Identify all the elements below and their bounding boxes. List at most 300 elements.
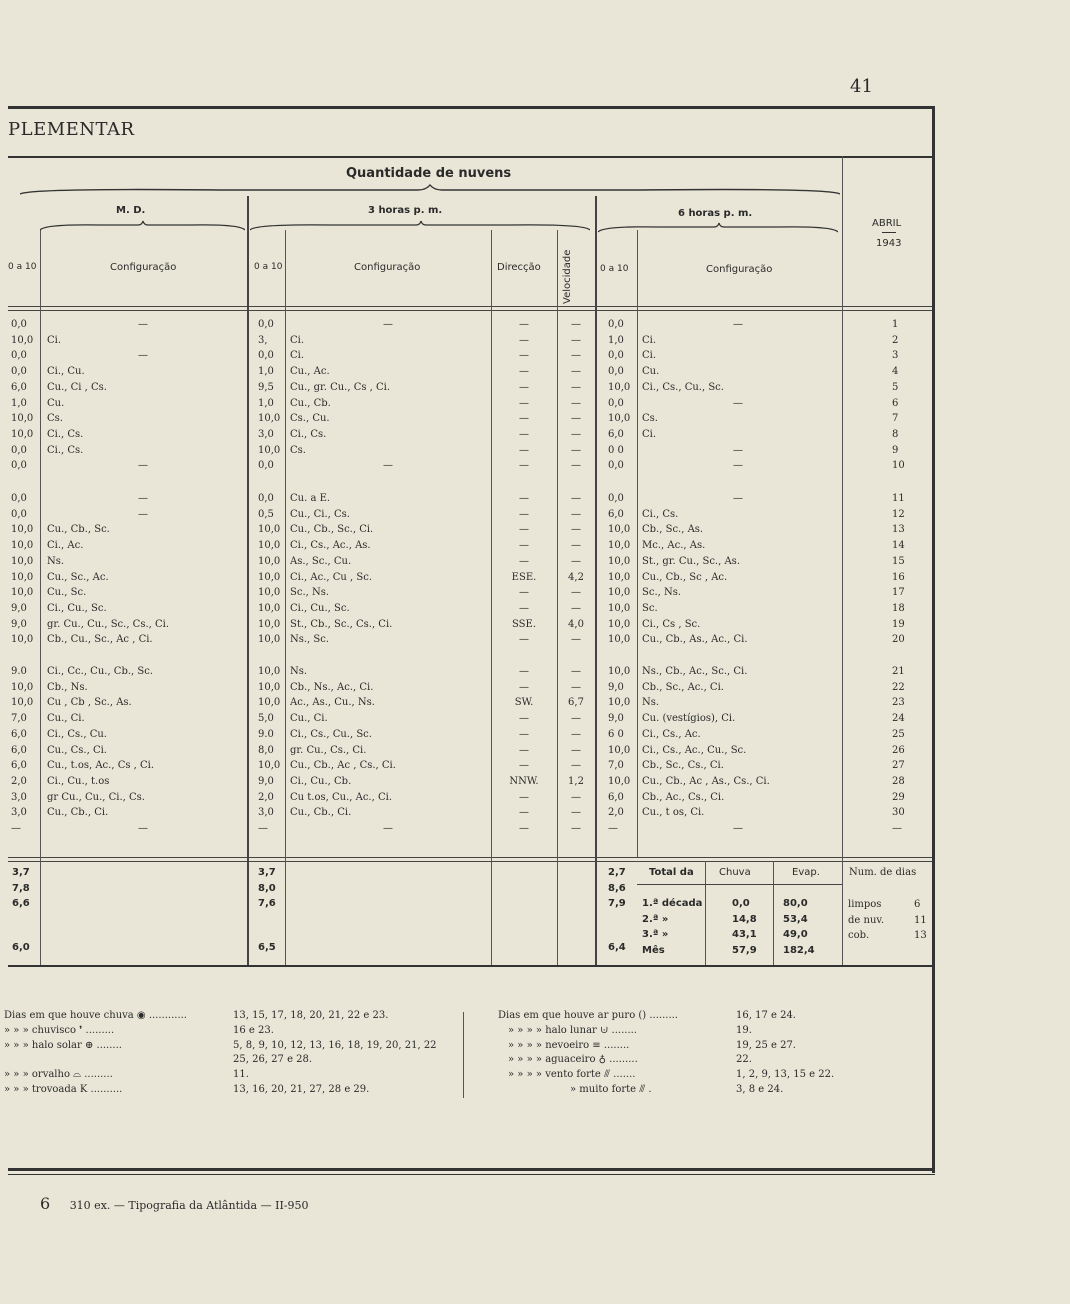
h3-quantity-cell: 10,0 <box>258 555 281 567</box>
h6-quantity-cell: 0,0 <box>608 350 624 362</box>
h6-config-cell: Ci., Cs., Ac. <box>642 728 701 740</box>
h3-quantity-cell: 0,0 <box>258 493 274 504</box>
year-header: 1943 <box>876 238 902 249</box>
md-config-cell: — <box>138 319 148 330</box>
day-number-cell: 18 <box>892 602 905 614</box>
h6-config-cell: — <box>733 397 743 409</box>
h3-quantity-cell: 10,0 <box>258 587 281 599</box>
velocity-cell: — <box>571 760 581 772</box>
col-rule <box>595 196 597 965</box>
direction-cell: ESE. <box>511 571 537 583</box>
day-number-cell: 6 <box>892 397 899 409</box>
h6-quantity-cell: 0,0 <box>608 493 624 504</box>
direction-cell: SSE. <box>511 618 537 630</box>
direction-cell: — <box>519 681 529 693</box>
velocity-cell: — <box>571 334 581 346</box>
md-summary-value: 6,0 <box>12 942 30 953</box>
velocity-cell: — <box>571 524 581 536</box>
brace-h3 <box>250 220 590 230</box>
day-number-cell: 7 <box>892 413 899 425</box>
h6-config-cell: Cb., Sc., Cs., Ci. <box>642 760 724 772</box>
h6-quantity-cell: 10,0 <box>608 744 631 756</box>
md-config-header: Configuração <box>110 262 177 273</box>
frame-bottom-rule-thin <box>8 1174 935 1175</box>
note-left-days: 13, 15, 17, 18, 20, 21, 22 e 23. <box>233 1010 389 1021</box>
h6-config-cell: Ci., Cs., Ac., Cu., Sc. <box>642 744 747 756</box>
h3-config-cell: Cs. <box>290 444 306 456</box>
day-number-cell: 9 <box>892 444 899 456</box>
col-rule <box>40 230 41 965</box>
evap-header: Evap. <box>792 867 820 878</box>
velocity-cell: — <box>571 713 581 725</box>
h3-summary-value: 8,0 <box>258 883 276 894</box>
md-config-cell: — <box>138 350 148 362</box>
h6-quantity-cell: 10,0 <box>608 571 631 583</box>
md-config-cell: Cu., Ci , Cs. <box>47 381 107 393</box>
h6-config-cell: Cu. (vestígios), Ci. <box>642 713 736 725</box>
direction-cell: — <box>519 555 529 567</box>
h3-config-cell: Ci., Cs. <box>290 428 327 440</box>
velocity-cell: — <box>571 728 581 740</box>
day-number-cell: 3 <box>892 350 899 362</box>
h6-quantity-cell: 10,0 <box>608 413 631 425</box>
day-number-cell: 14 <box>892 540 905 552</box>
md-quantity-cell: 9.0 <box>11 666 27 677</box>
totals-header-label: Total da <box>649 867 694 878</box>
md-quantity-cell: 0,0 <box>11 493 27 504</box>
summary-bottom-rule <box>8 965 932 967</box>
velocity-cell: — <box>571 634 581 646</box>
h6-config-cell: Sc., Ns. <box>642 587 682 599</box>
h6-quantity-cell: 10,0 <box>608 618 631 630</box>
note-right-days: 16, 17 e 24. <box>736 1010 796 1021</box>
days-count-label: de nuv. <box>848 915 885 926</box>
md-quantity-cell: 7,0 <box>11 713 27 725</box>
note-left-label: » » » chuvisco ❜ ......... <box>4 1025 115 1036</box>
notes-divider <box>463 1012 464 1098</box>
md-config-cell: Cu., Cs., Ci. <box>47 744 107 756</box>
h3-scale-header: 0 a 10 <box>254 262 283 272</box>
md-config-cell: Ci., Cu. <box>47 366 85 378</box>
h6-quantity-cell: 0,0 <box>608 319 624 330</box>
direction-cell: — <box>519 587 529 599</box>
day-number-cell: 8 <box>892 428 899 440</box>
h3-config-cell: Ci. <box>290 334 305 346</box>
h3-quantity-cell: 5,0 <box>258 713 274 725</box>
day-number-cell: 30 <box>892 807 905 819</box>
h6-config-cell: Ci., Cs , Sc. <box>642 618 701 630</box>
h3-quantity-cell: 10,0 <box>258 760 281 772</box>
direction-cell: — <box>519 460 529 472</box>
md-quantity-cell: 0,0 <box>11 319 27 330</box>
note-left-label: Dias em que houve chuva ◉ ............ <box>4 1010 187 1021</box>
h3-config-cell: Cu., gr. Cu., Cs , Ci. <box>290 381 391 393</box>
md-config-cell: Cu., Sc., Ac. <box>47 571 109 583</box>
note-right-label: » » » » nevoeiro ≡ ........ <box>508 1040 630 1051</box>
day-number-cell: 22 <box>892 681 905 693</box>
direction-cell: SW. <box>514 697 534 709</box>
direction-cell: — <box>519 760 529 772</box>
days-count-label: cob. <box>848 930 870 941</box>
direction-cell: — <box>519 350 529 362</box>
velocity-cell: — <box>571 555 581 567</box>
day-number-cell: 25 <box>892 728 905 740</box>
md-summary-value: 3,7 <box>12 867 30 878</box>
footer-text: 310 ex. — Tipografia da Atlântida — II-950 <box>69 1199 309 1212</box>
h6-quantity-cell: 10,0 <box>608 602 631 614</box>
direction-cell: — <box>519 791 529 803</box>
day-number-cell: 1 <box>892 319 899 330</box>
h6-quantity-cell: 10,0 <box>608 540 631 552</box>
md-config-cell: Cu., t.os, Ac., Cs , Ci. <box>47 760 155 772</box>
md-quantity-cell: 10,0 <box>11 555 34 567</box>
velocity-cell: — <box>571 681 581 693</box>
h3-config-cell: Ci., Cu., Sc. <box>290 602 350 614</box>
note-left-days: 25, 26, 27 e 28. <box>233 1054 313 1065</box>
h3-config-cell: Ac., As., Cu., Ns. <box>290 697 375 709</box>
h3-quantity-cell: 0,0 <box>258 460 274 472</box>
evap-total-value: 53,4 <box>783 914 808 925</box>
md-config-cell: — <box>138 508 148 520</box>
direction-cell: — <box>519 602 529 614</box>
direction-cell: — <box>519 728 529 740</box>
h6-quantity-cell: 10,0 <box>608 524 631 536</box>
h6-quantity-cell: 10,0 <box>608 775 631 787</box>
h3-config-cell: St., Cb., Sc., Cs., Ci. <box>290 618 393 630</box>
h6-quantity-cell: — <box>608 823 618 834</box>
day-number-cell: 29 <box>892 791 905 803</box>
h3-config-cell: Cu., Cb., Ci. <box>290 807 352 819</box>
h3-quantity-cell: 0,5 <box>258 508 274 520</box>
md-quantity-cell: 10,0 <box>11 524 34 536</box>
h6-config-cell: Ns., Cb., Ac., Sc., Ci. <box>642 666 748 677</box>
md-quantity-cell: 6,0 <box>11 728 27 740</box>
md-config-cell: Ci., Cu., Sc. <box>47 602 107 614</box>
velocity-cell: — <box>571 381 581 393</box>
h3-quantity-cell: 10,0 <box>258 634 281 646</box>
h6-quantity-cell: 10,0 <box>608 587 631 599</box>
rain-header: Chuva <box>719 867 751 878</box>
md-quantity-cell: 2,0 <box>11 775 27 787</box>
note-left-days: 13, 16, 20, 21, 27, 28 e 29. <box>233 1084 370 1095</box>
h6-config-cell: St., gr. Cu., Sc., As. <box>642 555 740 567</box>
month-header: ABRIL <box>872 218 902 229</box>
h6-config-cell: Cb., Sc., Ac., Ci. <box>642 681 724 693</box>
day-number-cell: 15 <box>892 555 905 567</box>
md-quantity-cell: 9,0 <box>11 602 27 614</box>
direction-cell: — <box>519 319 529 330</box>
h6-quantity-cell: 10,0 <box>608 555 631 567</box>
direction-cell: — <box>519 666 529 677</box>
h3-quantity-cell: 10,0 <box>258 666 281 677</box>
h6-config-cell: Cb., Sc., As. <box>642 524 704 536</box>
h3-quantity-cell: 10,0 <box>258 681 281 693</box>
brace-h6 <box>598 222 838 232</box>
h3-quantity-cell: 10,0 <box>258 444 281 456</box>
h3-config-cell: Cu., Cb., Ac , Cs., Ci. <box>290 760 396 772</box>
velocity-cell: 4,2 <box>568 571 584 583</box>
h3-quantity-cell: 1,0 <box>258 366 274 378</box>
direction-cell: — <box>519 366 529 378</box>
note-left-days: 5, 8, 9, 10, 12, 13, 16, 18, 19, 20, 21, 22 <box>233 1040 437 1051</box>
h3-config-cell: Ci., Ac., Cu , Sc. <box>290 571 373 583</box>
summary-top-rule <box>8 857 932 858</box>
md-config-cell: Cb., Ns. <box>47 681 88 693</box>
h3-config-cell: Sc., Ns. <box>290 587 330 599</box>
md-quantity-cell: 10,0 <box>11 540 34 552</box>
col-rule <box>557 230 558 965</box>
h6-quantity-cell: 9,0 <box>608 713 624 725</box>
day-number-cell: 12 <box>892 508 905 520</box>
h3-config-cell: gr. Cu., Cs., Ci. <box>290 744 367 756</box>
h6-quantity-cell: 6,0 <box>608 428 624 440</box>
h3-quantity-cell: 2,0 <box>258 791 274 803</box>
totals-row-label: 1.ª década <box>642 898 703 909</box>
md-quantity-cell: 0,0 <box>11 366 27 378</box>
h3-summary-value: 6,5 <box>258 942 276 953</box>
md-config-cell: Cu. <box>47 397 65 409</box>
md-quantity-cell: 10,0 <box>11 413 34 425</box>
h3-config-cell: Ns., Sc. <box>290 634 330 646</box>
md-config-cell: gr Cu., Cu., Ci., Cs. <box>47 791 145 803</box>
velocity-cell: — <box>571 428 581 440</box>
day-number-cell: 26 <box>892 744 905 756</box>
h3-config-cell: Cu., Ci. <box>290 713 328 725</box>
md-config-cell: Cb., Cu., Sc., Ac , Ci. <box>47 634 153 646</box>
direction-cell: — <box>519 744 529 756</box>
note-right-days: 1, 2, 9, 13, 15 e 22. <box>736 1069 835 1080</box>
day-number-cell: 5 <box>892 381 899 393</box>
h6-config-cell: Mc., Ac., As. <box>642 540 706 552</box>
note-right-days: 19, 25 e 27. <box>736 1040 796 1051</box>
md-quantity-cell: 0,0 <box>11 350 27 362</box>
h3-summary-value: 7,6 <box>258 898 276 909</box>
h3-config-header: Configuração <box>354 262 421 273</box>
md-quantity-cell: 0,0 <box>11 444 27 456</box>
h3-config-cell: Cb., Ns., Ac., Ci. <box>290 681 374 693</box>
section-title: PLEMENTAR <box>8 119 135 140</box>
h6-config-cell: Ci. <box>642 334 657 346</box>
h3-config-cell: Cu., Ac. <box>290 366 330 378</box>
h3-config-cell: — <box>383 319 393 330</box>
note-right-label: » » » » vento forte ⫻ ....... <box>508 1069 636 1080</box>
h3-config-cell: Ci., Cu., Cb. <box>290 775 352 787</box>
md-config-cell: Ci., Cs. <box>47 428 84 440</box>
md-quantity-cell: 6,0 <box>11 760 27 772</box>
day-number-cell: 10 <box>892 460 905 472</box>
totals-row-label: 3.ª » <box>642 929 669 940</box>
h3-config-cell: Ci., Cs., Cu., Sc. <box>290 728 372 740</box>
h3-quantity-cell: 0,0 <box>258 350 274 362</box>
velocity-cell: — <box>571 413 581 425</box>
h6-header: 6 horas p. m. <box>678 208 753 219</box>
note-left-days: 11. <box>233 1069 249 1080</box>
velocity-cell: — <box>571 350 581 362</box>
h3-config-cell: Cu., Ci., Cs. <box>290 508 350 520</box>
note-left-label: » » » trovoada K .......... <box>4 1084 123 1095</box>
direction-cell: — <box>519 381 529 393</box>
totals-row-label: Mês <box>642 945 665 956</box>
h3-config-cell: Cu. a E. <box>290 493 331 504</box>
note-left-label: » » » halo solar ⊕ ........ <box>4 1040 122 1051</box>
direction-cell: — <box>519 493 529 504</box>
col-rule <box>705 861 706 965</box>
h6-quantity-cell: 10,0 <box>608 381 631 393</box>
h6-config-cell: Cu., Cb., Ac , As., Cs., Ci. <box>642 775 770 787</box>
h3-config-cell: — <box>383 460 393 472</box>
h6-quantity-cell: 1,0 <box>608 334 624 346</box>
h6-quantity-cell: 6,0 <box>608 791 624 803</box>
h6-quantity-cell: 6,0 <box>608 508 624 520</box>
rain-total-value: 43,1 <box>732 929 757 940</box>
h6-scale-header: 0 a 10 <box>600 264 629 274</box>
velocity-cell: — <box>571 460 581 472</box>
md-config-cell: Cu , Cb , Sc., As. <box>47 697 132 709</box>
h6-quantity-cell: 6 0 <box>608 728 624 740</box>
direction-cell: — <box>519 634 529 646</box>
h3-quantity-cell: 3,0 <box>258 807 274 819</box>
md-quantity-cell: 3,0 <box>11 807 27 819</box>
direction-cell: — <box>519 540 529 552</box>
md-config-cell: — <box>138 493 148 504</box>
note-right-label: » muito forte ⫻ . <box>570 1084 652 1095</box>
h3-config-cell: Cu., Cb. <box>290 397 331 409</box>
footer-page-number: 6 <box>40 1194 51 1213</box>
col-rule <box>247 196 249 965</box>
md-config-cell: — <box>138 460 148 472</box>
col-rule <box>773 861 774 965</box>
md-header: M. D. <box>116 205 146 216</box>
direction-cell: — <box>519 444 529 456</box>
h6-quantity-cell: 10,0 <box>608 634 631 646</box>
day-number-cell: 23 <box>892 697 905 709</box>
velocity-cell: — <box>571 540 581 552</box>
velocity-cell: — <box>571 744 581 756</box>
md-summary-value: 7,8 <box>12 883 30 894</box>
days-count-value: 13 <box>914 930 927 941</box>
velocity-cell: — <box>571 807 581 819</box>
evap-total-value: 49,0 <box>783 929 808 940</box>
direction-cell: — <box>519 508 529 520</box>
h6-quantity-cell: 0 0 <box>608 444 624 456</box>
h6-config-cell: Cu., t os, Ci. <box>642 807 705 819</box>
direction-cell: — <box>519 413 529 425</box>
rain-total-value: 57,9 <box>732 945 757 956</box>
h6-quantity-cell: 0,0 <box>608 460 624 472</box>
h6-quantity-cell: 0,0 <box>608 397 624 409</box>
md-config-cell: Ci., Cs. <box>47 444 84 456</box>
h3-config-cell: As., Sc., Cu. <box>290 555 352 567</box>
md-quantity-cell: 10,0 <box>11 334 34 346</box>
col-rule <box>637 230 638 857</box>
h3-quantity-cell: 10,0 <box>258 618 281 630</box>
velocity-cell: — <box>571 666 581 677</box>
header-bottom-rule-2 <box>8 310 932 311</box>
h3-quantity-cell: 9.0 <box>258 728 274 740</box>
evap-total-value: 182,4 <box>783 945 815 956</box>
md-config-cell: Cu., Cb., Sc. <box>47 524 110 536</box>
h3-quantity-cell: 10,0 <box>258 602 281 614</box>
h6-config-cell: Cu., Cb., As., Ac., Ci. <box>642 634 748 646</box>
rain-total-value: 14,8 <box>732 914 757 925</box>
md-config-cell: Ci., Cu., t.os <box>47 775 110 787</box>
md-config-cell: Cu., Ci. <box>47 713 85 725</box>
h6-quantity-cell: 7,0 <box>608 760 624 772</box>
h6-config-cell: — <box>733 319 743 330</box>
col-rule <box>285 230 286 965</box>
h6-quantity-cell: 0,0 <box>608 366 624 378</box>
velocity-cell: — <box>571 587 581 599</box>
page-number: 41 <box>850 76 873 97</box>
day-number-cell: 17 <box>892 587 905 599</box>
velocity-cell: — <box>571 397 581 409</box>
day-number-cell: 20 <box>892 634 905 646</box>
md-quantity-cell: 10,0 <box>11 428 34 440</box>
velocity-cell: — <box>571 508 581 520</box>
h6-config-cell: Sc. <box>642 602 658 614</box>
summary-top-rule-2 <box>8 861 932 862</box>
velocity-cell: 4,0 <box>568 618 584 630</box>
md-config-cell: Cs. <box>47 413 63 425</box>
h3-summary-value: 3,7 <box>258 867 276 878</box>
h3-quantity-cell: 10,0 <box>258 540 281 552</box>
h6-config-cell: — <box>733 823 743 834</box>
day-number-cell: 24 <box>892 713 905 725</box>
h6-config-cell: Cu., Cb., Sc , Ac. <box>642 571 728 583</box>
md-config-cell: Ci., Ac. <box>47 540 84 552</box>
h3-quantity-cell: 3,0 <box>258 428 274 440</box>
note-left-days: 16 e 23. <box>233 1025 274 1036</box>
velocity-cell: — <box>571 823 581 834</box>
day-number-cell: 19 <box>892 618 905 630</box>
md-quantity-cell: 10,0 <box>11 697 34 709</box>
h6-summary-value: 7,9 <box>608 898 626 909</box>
h3-quantity-cell: 0,0 <box>258 319 274 330</box>
velocity-cell: — <box>571 366 581 378</box>
md-quantity-cell: 0,0 <box>11 460 27 472</box>
h3-quantity-cell: 3, <box>258 334 268 346</box>
velocity-cell: — <box>571 791 581 803</box>
h3-config-cell: Ns. <box>290 666 308 677</box>
h3-quantity-cell: 1,0 <box>258 397 274 409</box>
day-number-cell: 11 <box>892 493 905 504</box>
h3-quantity-cell: 8,0 <box>258 744 274 756</box>
brace-main <box>20 184 840 194</box>
md-quantity-cell: 6,0 <box>11 744 27 756</box>
day-number-cell: 27 <box>892 760 905 772</box>
note-left-label: » » » orvalho ⌓ ......... <box>4 1069 113 1080</box>
h6-config-cell: Cu. <box>642 366 660 378</box>
day-number-cell: 16 <box>892 571 905 583</box>
h3-config-cell: Ci., Cs., Ac., As. <box>290 540 371 552</box>
h6-quantity-cell: 2,0 <box>608 807 624 819</box>
h6-config-cell: Cs. <box>642 413 658 425</box>
md-quantity-cell: 6,0 <box>11 381 27 393</box>
note-right-days: 22. <box>736 1054 752 1065</box>
md-quantity-cell: 1,0 <box>11 397 27 409</box>
note-right-label: Dias em que houve ar puro () ......... <box>498 1010 678 1021</box>
header-bottom-rule <box>8 306 932 307</box>
md-config-cell: Ci. <box>47 334 62 346</box>
h6-config-cell: — <box>733 444 743 456</box>
brace-md <box>40 220 245 230</box>
h6-summary-value: 6,4 <box>608 942 626 953</box>
direction-cell: — <box>519 524 529 536</box>
h3-quantity-cell: 10,0 <box>258 571 281 583</box>
day-number-cell: 2 <box>892 334 899 346</box>
direction-cell: — <box>519 397 529 409</box>
day-number-cell: 21 <box>892 666 905 677</box>
